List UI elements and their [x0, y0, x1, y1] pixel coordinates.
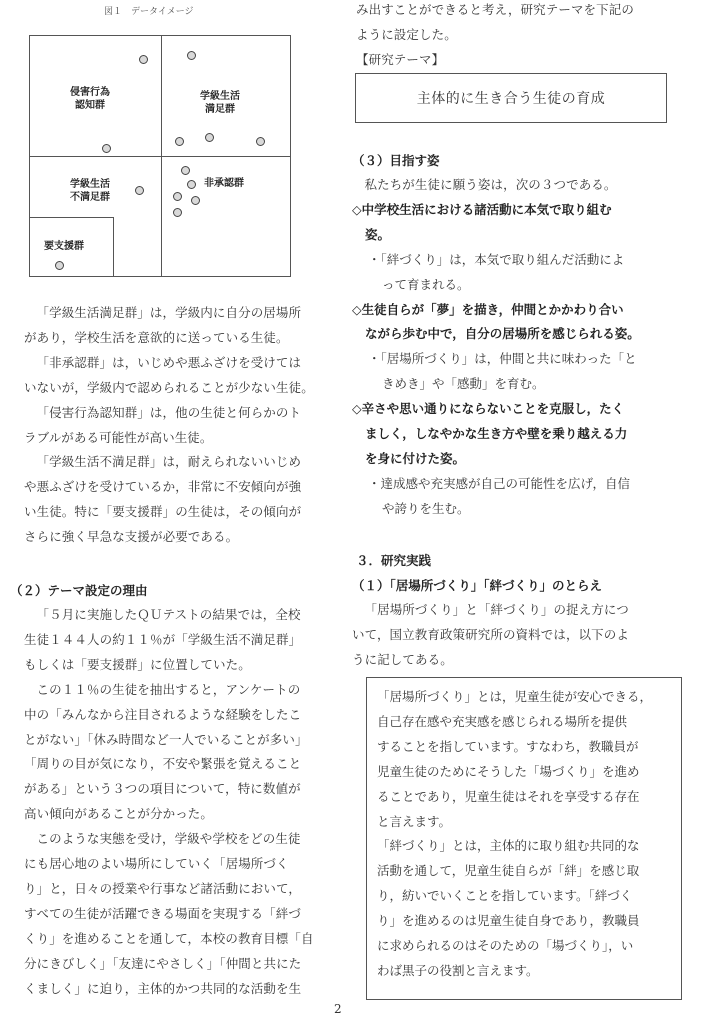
section-heading-theme-reason: （２）テーマ設定の理由 — [10, 583, 148, 598]
body-line: くましく」に迫り，主体的かつ共同的な活動を生 — [24, 980, 302, 996]
data-point — [102, 144, 111, 153]
quote-line: することを指しています。すなわち，教職員が — [377, 738, 639, 754]
goal-title: ◇辛さや思い通りにならないことを克服し，たく — [352, 401, 625, 417]
data-point — [187, 51, 196, 60]
goal-note: ・「絆づくり」は，本気で取り組んだ活動によ — [368, 251, 625, 267]
goals-block — [352, 173, 640, 522]
theme-box — [355, 73, 667, 123]
body-line: 分にきびしく」「友達にやさしく」「仲間と共にた — [24, 955, 302, 971]
goal-note: や誇りを生む。 — [382, 500, 470, 516]
body-line: もしくは「要支援群」に位置していた。 — [24, 656, 251, 672]
horizontal-axis — [30, 156, 290, 157]
quote-line: に求められるのはそのための「場づくり」，い — [377, 938, 634, 954]
quadrant-label-support: 要支援群 — [44, 241, 84, 252]
quote-line: り」を進めるのは児童生徒自身であり，教職員 — [377, 913, 640, 929]
body-line: み出すことができると考え，研究テーマを下記の — [356, 2, 634, 17]
goal-title: ◇生徒自らが「夢」を描き，仲間とかかわり合い — [352, 301, 624, 317]
quote-line: 自己存在感や充実感を感じられる場所を提供 — [377, 713, 628, 729]
body-line: 生徒１４４人の約１１％が「学級生活不満足群」 — [24, 631, 302, 647]
goal-title: を身に付けた姿。 — [365, 450, 466, 466]
body-line: 高い傾向があることが分かった。 — [24, 806, 214, 822]
quadrant-label-dissatisfied: 学級生活 不満足群 — [70, 179, 110, 203]
body-line: がある」という３つの項目について，特に数値が — [24, 781, 301, 797]
goal-note: ・「居場所づくり」は，仲間と共に味わった「と — [368, 351, 637, 367]
chapter-heading-practice: ３．研究実践 — [356, 553, 432, 568]
quote-line: ることであり，児童生徒はそれを享受する存在 — [377, 788, 640, 804]
data-point — [55, 261, 64, 270]
goal-title: ながら歩む中で，自分の居場所を感じられる姿。 — [365, 326, 640, 342]
quote-line: と言えます。 — [377, 813, 452, 829]
definition-line: 「学級生活不満足群」は，耐えられないいじめ — [36, 454, 302, 470]
theme-reason-block — [24, 603, 314, 1002]
body-line: 私たちが生徒に願う姿は，次の３つである。 — [364, 177, 617, 192]
quote-line: り，紡いでいくことを指しています。「絆づく — [377, 888, 633, 904]
body-line: り」と，日々の授業や行事など諸活動において， — [24, 880, 301, 896]
quote-line: わば黒子の役割と言えます。 — [377, 962, 539, 978]
body-line: 「居場所づくり」と「絆づくり」の捉え方につ — [364, 602, 629, 617]
goal-note: って育まれる。 — [382, 276, 470, 292]
definition-line: 「侵害行為認知群」は，他の生徒と何らかのト — [36, 404, 302, 420]
quote-line: 「居場所づくり」とは，児童生徒が安心できる， — [377, 689, 653, 704]
data-point — [181, 166, 190, 175]
data-point — [191, 196, 200, 205]
quote-text — [377, 685, 652, 984]
quadrant-label-nonapproval: 非承認群 — [204, 178, 244, 189]
quote-line: 「絆づくり」とは，主体的に取り組む共同的な — [377, 838, 640, 854]
body-line: うに記してある。 — [352, 651, 453, 667]
data-point — [173, 192, 182, 201]
page-number: 2 — [334, 1002, 342, 1016]
body-line: 中の「みんなから注目されるような経験をしたこ — [24, 706, 302, 722]
definition-line: があり，学校生活を意欲的に送っている生徒。 — [24, 329, 289, 345]
quadrant-label-infringement: 侵害行為 認知群 — [70, 87, 110, 111]
quote-line: 活動を通して，児童生徒自らが「絆」を感じ取 — [377, 863, 640, 879]
quote-line: 児童生徒のためにそうした「場づくり」を進め — [377, 763, 640, 779]
definition-line: や悪ふざけを受けているか，非常に不安傾向が強 — [24, 479, 302, 495]
body-line: すべての生徒が活躍できる場面を実現する「絆づ — [24, 905, 301, 921]
quadrant-figure — [29, 35, 291, 277]
subsection-intro-block — [352, 598, 629, 673]
goal-title: 姿。 — [365, 226, 391, 242]
data-point — [187, 180, 196, 189]
definition-line: さらに強く早急な支援が必要である。 — [24, 529, 239, 545]
data-point — [135, 186, 144, 195]
body-line: このような実態を受け，学級や学校をどの生徒 — [36, 831, 301, 847]
body-line: 「５月に実施したＱＵテストの結果では，全校 — [36, 607, 301, 622]
goal-note: ・達成感や充実感が自己の可能性を広げ，自信 — [368, 475, 631, 491]
definitions-block — [24, 301, 314, 550]
definition-line: 「学級生活満足群」は，学級内に自分の居場所 — [36, 305, 302, 320]
definition-line: い生徒。特に「要支援群」の生徒は，その傾向が — [24, 504, 302, 520]
goal-title: ◇中学校生活における諸活動に本気で取り組む — [352, 201, 612, 217]
definition-line: 「非承認群」は，いじめや悪ふざけを受けては — [36, 354, 302, 370]
section-heading-goals: （３）目指す姿 — [352, 153, 440, 168]
body-line: 「周りの目が気になり，不安や緊張を覚えること — [24, 756, 302, 772]
goal-title: ましく，しなやかな生き方や壁を乗り越える力 — [365, 426, 628, 442]
body-line: ように設定した。 — [356, 26, 457, 42]
body-line: いて，国立教育政策研究所の資料では，以下のよ — [352, 626, 629, 642]
quadrant-label-satisfied: 学級生活 満足群 — [200, 91, 240, 115]
theme-label: 【研究テーマ】 — [356, 51, 445, 67]
data-point — [256, 137, 265, 146]
goal-note: きめき」や「感動」を育む。 — [382, 376, 545, 392]
data-point — [173, 208, 182, 217]
body-line: この１１％の生徒を抽出すると，アンケートの — [36, 681, 301, 697]
body-line: にも居心地のよい場所にしていく「居場所づく — [24, 856, 289, 872]
data-point — [175, 137, 184, 146]
intro-block — [356, 0, 634, 73]
figure-caption: 図１ データイメージ — [104, 7, 194, 17]
body-line: とがない」「休み時間など一人でいることが多い」 — [24, 731, 308, 747]
data-point — [205, 133, 214, 142]
body-line: くり」を進めることを通して，本校の教育目標「自 — [24, 930, 314, 946]
data-point — [139, 55, 148, 64]
theme-text: 主体的に生き合う生徒の育成 — [416, 91, 606, 107]
subsection-heading-definitions: （１）「居場所づくり」「絆づくり」のとらえ — [352, 578, 603, 593]
quote-box — [366, 677, 682, 1000]
definition-line: ラブルがある可能性が高い生徒。 — [24, 429, 213, 445]
definition-line: いないが，学級内で認められることが少ない生徒。 — [24, 379, 314, 395]
